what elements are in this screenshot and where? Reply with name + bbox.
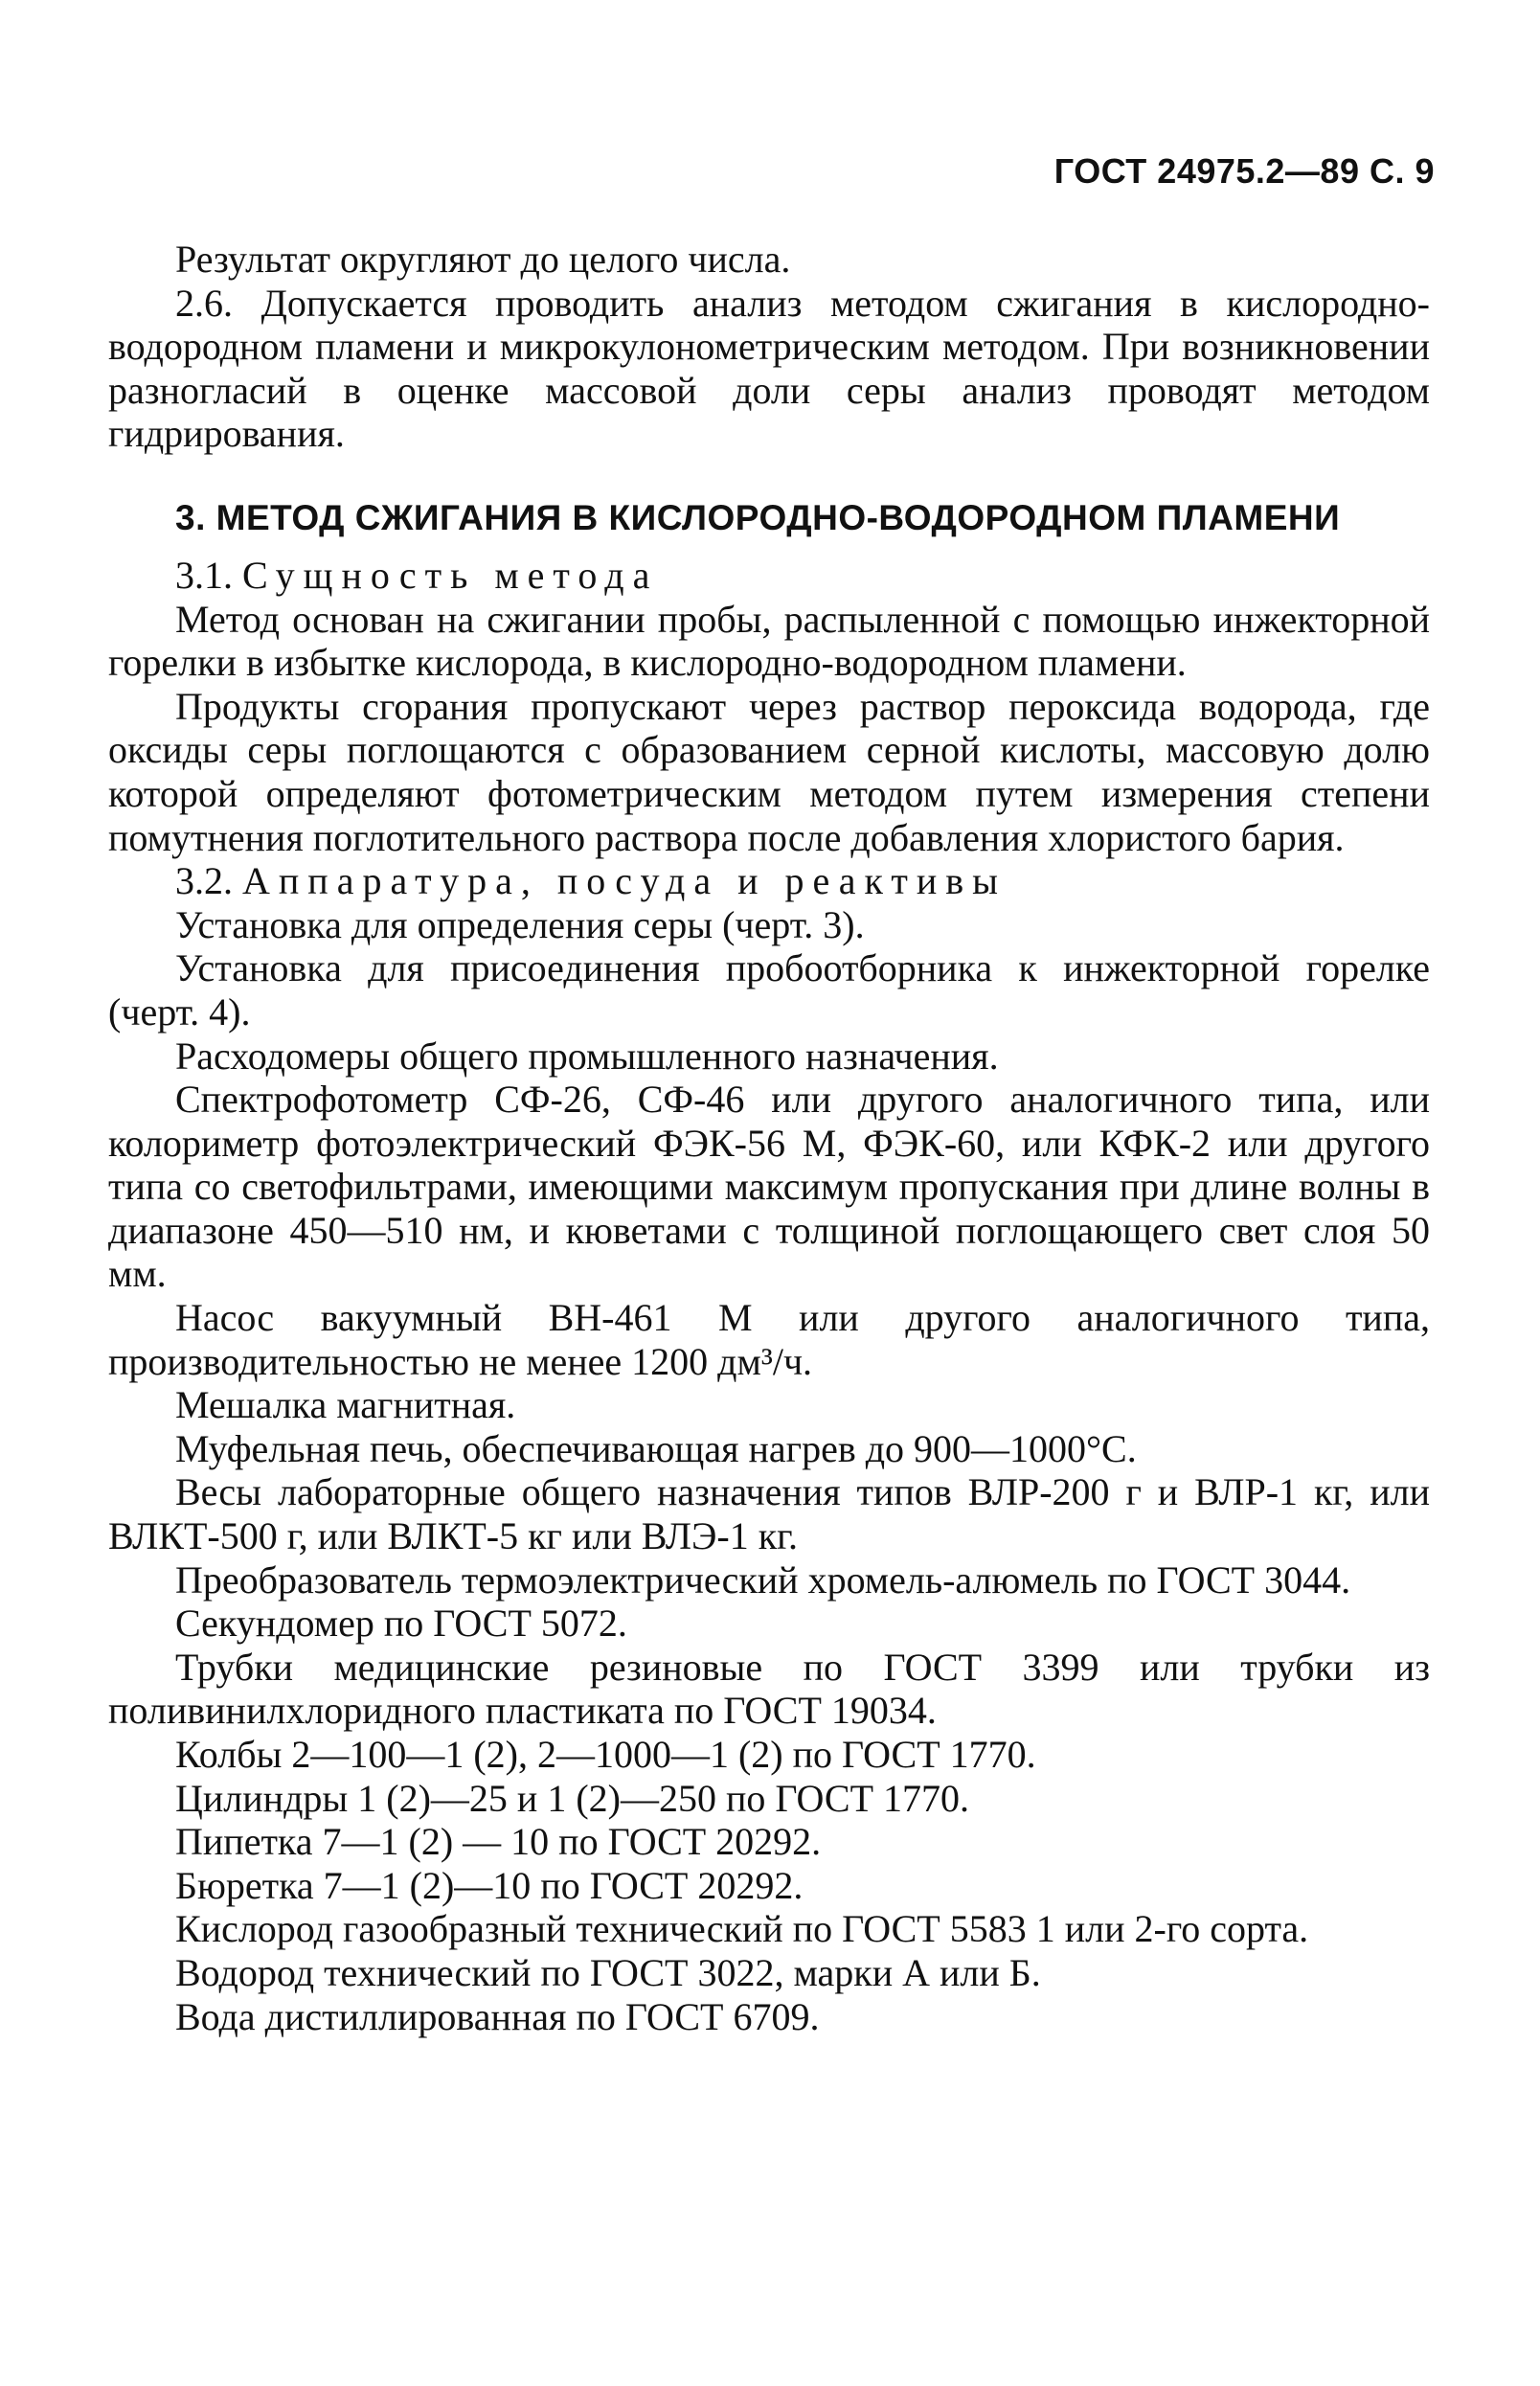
equipment-item: Мешалка магнитная.: [175, 1383, 516, 1427]
equipment-item: Кислород газообразный технический по ГОСТ 5583 1 или 2-го сорта.: [175, 1907, 1309, 1951]
equipment-item: Секундомер по ГОСТ 5072.: [175, 1602, 627, 1646]
equipment-item: Весы лабораторные общего назначения типов ВЛР-200 г и ВЛР-1 кг, или ВЛКТ-500 г, или ВЛКТ-5 кг или ВЛЭ-1 кг.: [108, 1470, 1430, 1558]
subsection-3-1-title: [108, 554, 1430, 598]
document-body: [108, 238, 1430, 2038]
equipment-item: Трубки медицинские резиновые по ГОСТ 3399 или трубки из поливинилхлоридного пластиката по ГОСТ 19034.: [108, 1645, 1430, 1733]
subsection-number: 3.2.: [175, 859, 233, 903]
equipment-item: Установка для определения серы (черт. 3).: [175, 902, 865, 946]
equipment-item: Бюретка 7—1 (2)—10 по ГОСТ 20292.: [175, 1863, 804, 1907]
page-header: ГОСТ 24975.2—89 С. 9: [1053, 151, 1435, 191]
equipment-item: Насос вакуумный ВН-461 М или другого аналогичного типа, производительностью не менее 1200 дм³/ч.: [108, 1296, 1430, 1383]
subsection-title: Сущность метода: [242, 553, 659, 597]
equipment-item: Спектрофотометр СФ-26, СФ-46 или другого аналогичного типа, или колориметр фотоэлектрический ФЭК-56 М, ФЭК-60, или КФК-2 или другого типа со светофильтрами, имеющими максимум пропускания при длине волны в диапазоне 450—510 нм, и кюветами с толщиной поглощающего свет слоя 50 мм.: [108, 1078, 1430, 1296]
subsection-3-2-title: [108, 859, 1430, 903]
equipment-item: Муфельная печь, обеспечивающая нагрев до 900—1000°С.: [175, 1426, 1137, 1470]
equipment-item: Расходомеры общего промышленного назначения.: [175, 1034, 999, 1078]
subsection-number: 3.1.: [175, 553, 233, 597]
paragraph-combustion-products: Продукты сгорания пропускают через раствор пероксида водорода, где оксиды серы поглощаются с образованием серной кислоты, массовую долю которой определяют фотометрическим методом путем измерения степени помутнения поглотительного раствора после добавления хлористого бария.: [108, 684, 1430, 859]
equipment-item: Вода дистиллированная по ГОСТ 6709.: [175, 1994, 820, 2038]
equipment-item: Установка для присоединения пробоотборника к инжекторной горелке (черт. 4).: [108, 946, 1430, 1034]
paragraph-2-6: 2.6. Допускается проводить анализ методом сжигания в кислородно-водородном пламени и микрокулонометрическим методом. При возникновении разногласий в оценке массовой доли серы анализ проводят методом гидрирования.: [108, 281, 1430, 456]
subsection-title: Аппаратура, посуда и реактивы: [242, 859, 1008, 903]
section-3-heading: 3. МЕТОД СЖИГАНИЯ В КИСЛОРОДНО-ВОДОРОДНОМ ПЛАМЕНИ: [175, 497, 1341, 537]
equipment-item: Водород технический по ГОСТ 3022, марки А или Б.: [175, 1950, 1041, 1994]
equipment-item: Колбы 2—100—1 (2), 2—1000—1 (2) по ГОСТ 1770.: [175, 1733, 1036, 1776]
equipment-item: Пипетка 7—1 (2) — 10 по ГОСТ 20292.: [175, 1820, 822, 1864]
equipment-item: Цилиндры 1 (2)—25 и 1 (2)—250 по ГОСТ 1770.: [175, 1776, 970, 1820]
paragraph-method-basis: Метод основан на сжигании пробы, распыленной с помощью инжекторной горелки в избытке кислорода, в кислородно-водородном пламени.: [108, 597, 1430, 685]
paragraph-result-rounding: Результат округляют до целого числа.: [175, 238, 791, 281]
equipment-item: Преобразователь термоэлектрический хромель-алюмель по ГОСТ 3044.: [175, 1557, 1351, 1602]
